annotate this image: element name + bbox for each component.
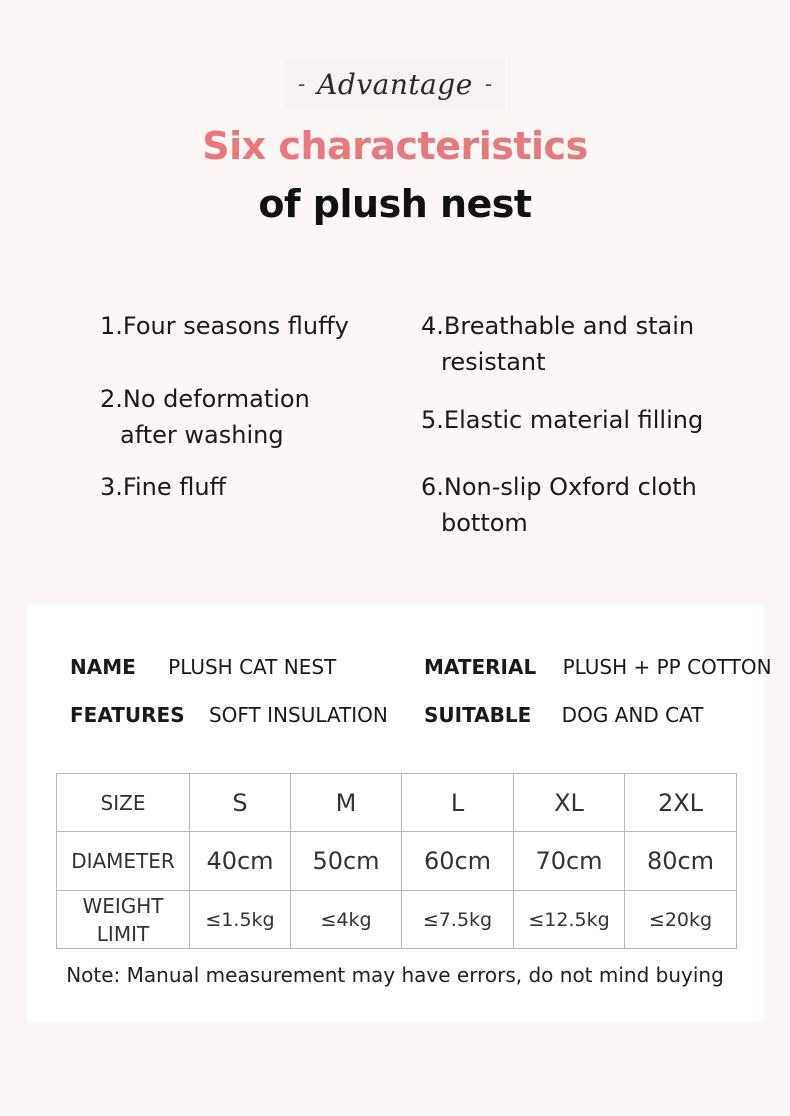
feature-item-2 — [100, 381, 310, 453]
table-row-size — [57, 774, 737, 832]
info-name-value: PLUSH CAT NEST — [168, 655, 337, 679]
info-suitable-value: DOG AND CAT — [561, 703, 704, 727]
table-row-weight — [57, 891, 737, 949]
info-features — [70, 703, 388, 727]
size-cell: L — [402, 774, 514, 832]
diameter-cell: 50cm — [291, 832, 402, 891]
diameter-cell: 80cm — [625, 832, 737, 891]
size-cell: M — [291, 774, 402, 832]
feature-item-6 — [421, 469, 697, 541]
feature-text-line2: bottom — [441, 509, 528, 537]
weight-cell: ≤20kg — [625, 891, 737, 949]
banner-dash-left: - — [297, 72, 306, 96]
diameter-cell: 40cm — [190, 832, 291, 891]
info-features-key: FEATURES — [70, 703, 185, 727]
size-cell: 2XL — [625, 774, 737, 832]
weight-label-line2: LIMIT — [96, 921, 150, 946]
weight-cell: ≤4kg — [291, 891, 402, 949]
weight-label-line1: WEIGHT — [82, 893, 164, 918]
info-material-key: MATERIAL — [424, 655, 537, 679]
row-label-size: SIZE — [57, 774, 190, 832]
diameter-cell: 70cm — [514, 832, 625, 891]
feature-item-1 — [100, 308, 349, 344]
info-suitable-key: SUITABLE — [424, 703, 532, 727]
weight-cell: ≤12.5kg — [514, 891, 625, 949]
row-label-weight — [57, 891, 190, 949]
feature-text: 3.Fine fluff — [100, 473, 227, 501]
info-name — [70, 655, 336, 679]
info-suitable — [424, 703, 703, 727]
advantage-script-word: Advantage — [317, 67, 473, 101]
size-cell: S — [190, 774, 291, 832]
info-material-value: PLUSH + PP COTTON — [562, 655, 772, 679]
feature-text: 1.Four seasons fluffy — [100, 312, 349, 340]
info-name-key: NAME — [70, 655, 136, 679]
feature-item-3 — [100, 469, 226, 505]
size-cell: XL — [514, 774, 625, 832]
size-table — [56, 773, 737, 949]
feature-text: 2.No deformation — [100, 385, 310, 413]
weight-cell: ≤7.5kg — [402, 891, 514, 949]
feature-text-line2: resistant — [441, 348, 546, 376]
table-row-diameter — [57, 832, 737, 891]
feature-text-line2: after washing — [120, 421, 284, 449]
measurement-note: Note: Manual measurement may have errors, do not mind buying — [66, 963, 724, 987]
feature-text: 6.Non-slip Oxford cloth — [421, 473, 697, 501]
row-label-diameter: DIAMETER — [57, 832, 190, 891]
diameter-cell: 60cm — [402, 832, 514, 891]
title-six-characteristics: Six characteristics — [202, 124, 588, 168]
feature-text: 4.Breathable and stain — [421, 312, 695, 340]
feature-item-4 — [421, 308, 694, 380]
banner-dash-right: - — [484, 72, 493, 96]
title-plush-nest: of plush nest — [258, 182, 532, 226]
feature-text: 5.Elastic material filling — [421, 406, 704, 434]
info-features-value: SOFT INSULATION — [208, 703, 388, 727]
feature-item-5 — [421, 402, 703, 438]
advantage-banner — [285, 58, 505, 110]
info-material — [424, 655, 772, 679]
weight-cell: ≤1.5kg — [190, 891, 291, 949]
